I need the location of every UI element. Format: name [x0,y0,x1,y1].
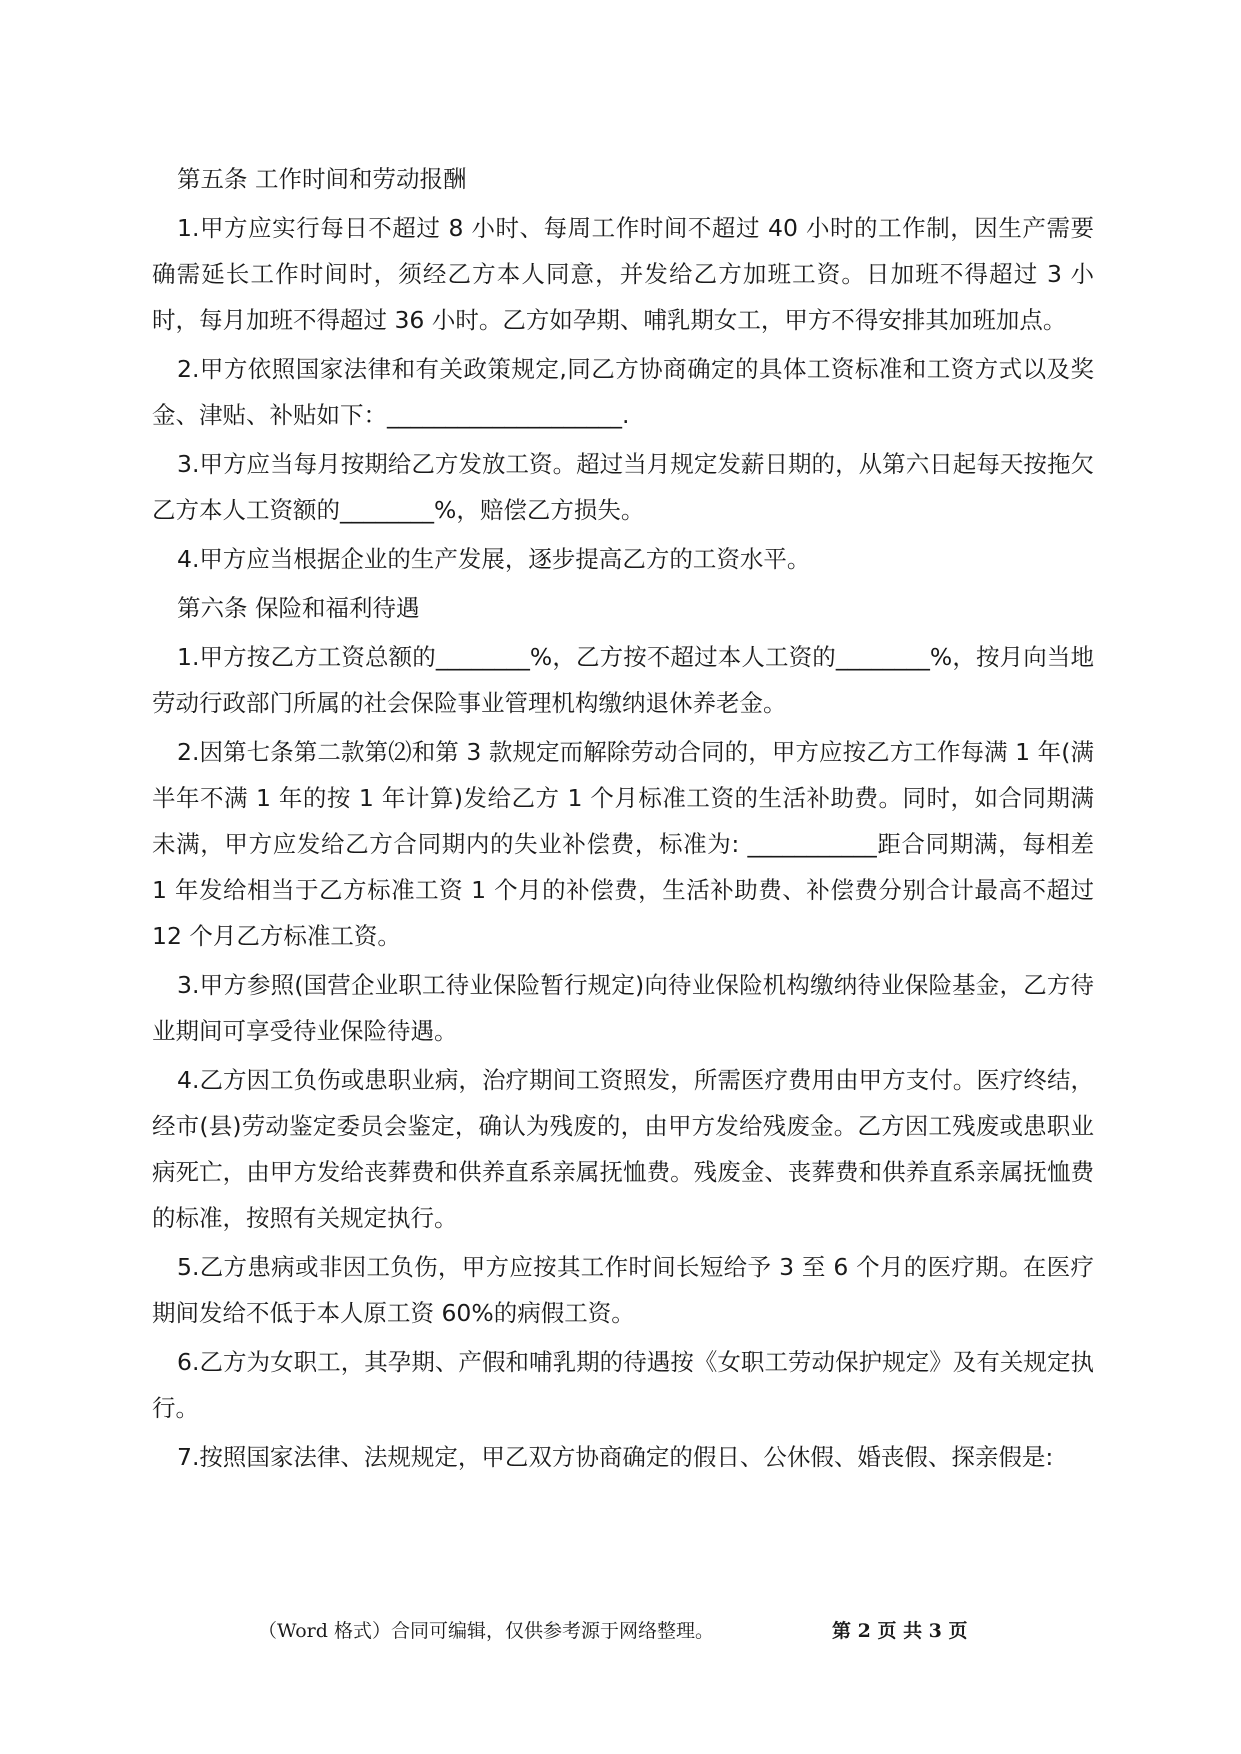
clause-6-4: 4.乙方因工负伤或患职业病，治疗期间工资照发，所需医疗费用由甲方支付。医疗终结，经市(县)劳动鉴定委员会鉴定，确认为残废的，由甲方发给残废金。乙方因工残废或患职业病死亡，由甲方发给丧葬费和供养直系亲属抚恤费。残废金、丧葬费和供养直系亲属抚恤费的标准，按照有关规定执行。 [152,1066,1094,1232]
document-body [152,156,1094,1483]
clause-6-3: 3.甲方参照(国营企业职工待业保险暂行规定)向待业保险机构缴纳待业保险基金，乙方待业期间可享受待业保险待遇。 [152,971,1094,1045]
clause-5-2: 2.甲方依照国家法律和有关政策规定,同乙方协商确定的具体工资标准和工资方式以及奖金、津贴、补贴如下：____________________. [152,355,1094,429]
clause-5-4: 4.甲方应当根据企业的生产发展，逐步提高乙方的工资水平。 [177,545,811,573]
section-heading-article-6: 第六条 保险和福利待遇 [177,594,420,622]
clause-6-7: 7.按照国家法律、法规规定，甲乙双方协商确定的假日、公休假、婚丧假、探亲假是: [177,1443,1054,1471]
page-footer [0,1616,1241,1646]
page-number-indicator: 第 2 页 共 3 页 [832,1620,968,1642]
clause-6-1: 1.甲方按乙方工资总额的________%，乙方按不超过本人工资的________%，按月向当地劳动行政部门所属的社会保险事业管理机构缴纳退休养老金。 [152,643,1094,717]
clause-5-1: 1.甲方应实行每日不超过 8 小时、每周工作时间不超过 40 小时的工作制，因生产需要确需延长工作时间时，须经乙方本人同意，并发给乙方加班工资。日加班不得超过 3 小时，每月加班不得超过 36 小时。乙方如孕期、哺乳期女工，甲方不得安排其加班加点。 [152,214,1094,334]
clause-5-3: 3.甲方应当每月按期给乙方发放工资。超过当月规定发薪日期的，从第六日起每天按拖欠乙方本人工资额的________%，赔偿乙方损失。 [152,450,1094,524]
clause-6-5: 5.乙方患病或非因工负伤，甲方应按其工作时间长短给予 3 至 6 个月的医疗期。在医疗期间发给不低于本人原工资 60%的病假工资。 [152,1253,1094,1327]
clause-6-2: 2.因第七条第二款第⑵和第 3 款规定而解除劳动合同的，甲方应按乙方工作每满 1 年(满半年不满 1 年的按 1 年计算)发给乙方 1 个月标准工资的生活补助费。同时，如合同期满未满，甲方应发给乙方合同期内的失业补偿费，标准为: ___________距合同期满，每相差 1 年发给相当于乙方标准工资 1 个月的补偿费，生活补助费、补偿费分别合计最高不超过 12 个月乙方标准工资。 [152,738,1094,950]
section-heading-article-5: 第五条 工作时间和劳动报酬 [177,165,467,193]
clause-6-6: 6.乙方为女职工，其孕期、产假和哺乳期的待遇按《女职工劳动保护规定》及有关规定执行。 [152,1348,1094,1422]
footer-note: （Word 格式）合同可编辑，仅供参考源于网络整理。 [258,1620,714,1642]
